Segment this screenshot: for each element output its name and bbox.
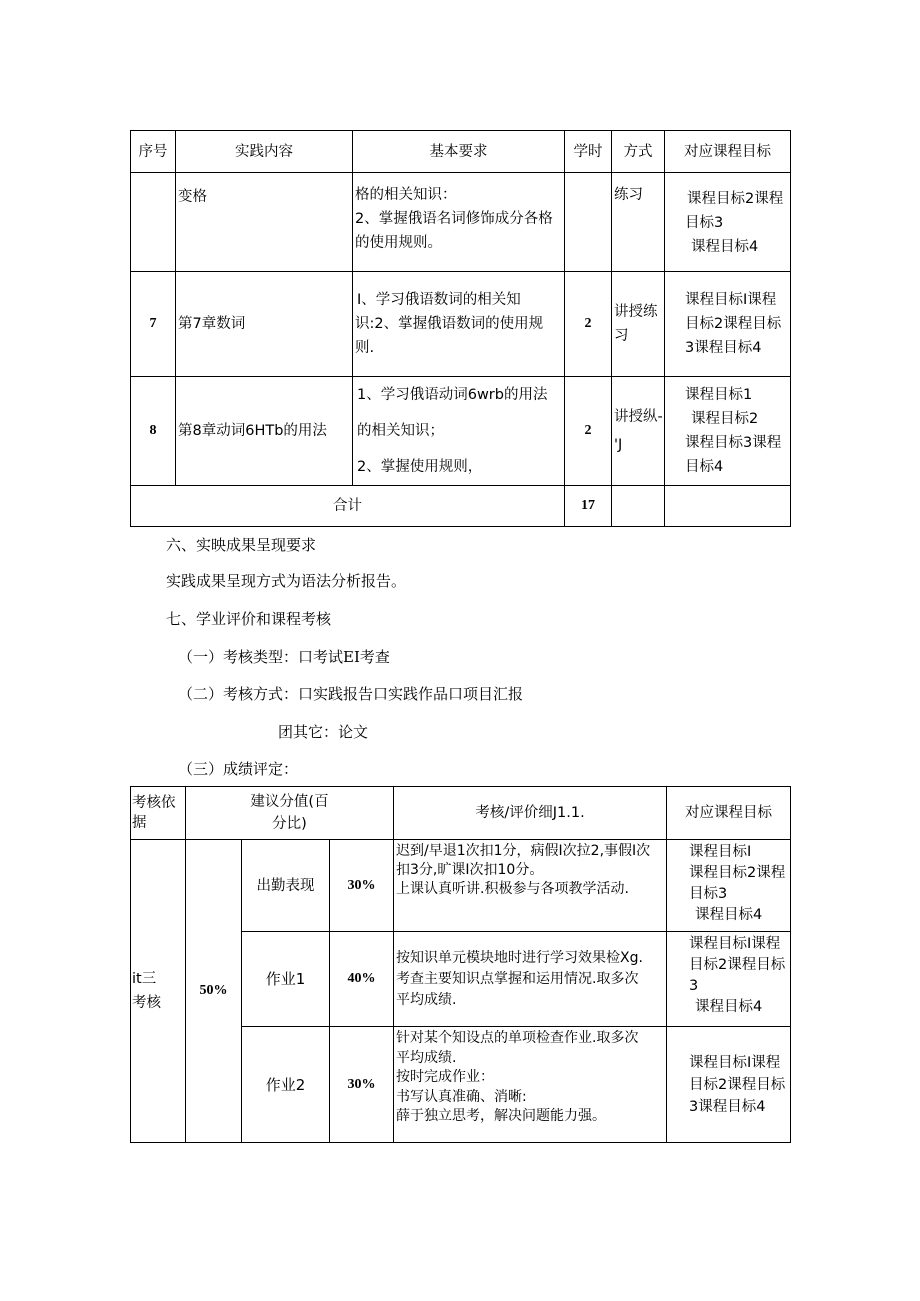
practice-content-table xyxy=(130,130,791,527)
row-content: 变格 xyxy=(176,173,353,272)
row-method: 讲授练习 xyxy=(612,272,665,377)
row-goals xyxy=(665,173,791,272)
goal-line: 课程目标2课程 xyxy=(687,191,784,207)
total-label: 合计 xyxy=(131,486,565,527)
header-goals: 对应课程目标 xyxy=(667,787,791,840)
total-hours: 17 xyxy=(565,486,612,527)
detail-line: 书写认真准确、消晰: xyxy=(396,1088,527,1105)
goal-line: 课程目标4 xyxy=(695,999,763,1015)
goal-line: 3 xyxy=(689,978,699,994)
goal-line: 课程目标4 xyxy=(695,907,763,923)
row-no: 7 xyxy=(131,272,176,377)
goal-line: 目标2课程目标 xyxy=(685,316,782,332)
row-goals xyxy=(665,377,791,486)
goal-line: 课程目标I课程 xyxy=(685,292,777,308)
goal-line: 目标4 xyxy=(685,459,724,475)
goal-line: 课程目标I xyxy=(689,844,752,860)
table-row xyxy=(131,272,791,377)
goal-line: 目标2课程目标 xyxy=(689,957,786,973)
item-percentage: 40% xyxy=(330,932,394,1027)
category-label: it三考核 xyxy=(131,840,186,1143)
category-percentage: 50% xyxy=(186,840,242,1143)
goal-line: 3课程目标4 xyxy=(685,340,762,356)
goal-line: 目标2课程目标 xyxy=(689,1076,786,1093)
assessment-type: （一）考核类型：口考试EI考查 xyxy=(178,648,390,666)
grading-heading: （三）成绩评定： xyxy=(178,760,299,778)
header-score: 建议分值(百分比) xyxy=(186,787,394,840)
req-line: 2、掌握使用规则， xyxy=(357,459,483,475)
item-percentage: 30% xyxy=(330,1027,394,1143)
assessment-method: （二）考核方式：口实践报告口实践作品口项目汇报 xyxy=(178,685,524,703)
goal-line: 课程目标I课程 xyxy=(689,1054,781,1071)
goal-line: 课程目标2课程 xyxy=(689,865,786,881)
row-goals xyxy=(665,272,791,377)
total-row xyxy=(131,486,791,527)
grading-table xyxy=(130,786,791,1143)
goal-line: 目标3 xyxy=(685,215,724,231)
row-no: 8 xyxy=(131,377,176,486)
row-no xyxy=(131,173,176,272)
goal-line: 课程目标I课程 xyxy=(689,936,781,952)
row-method: 练习 xyxy=(612,173,665,272)
req-line: I、学习俄语数词的相关知 xyxy=(357,292,521,308)
detail-line: 按时完成作业： xyxy=(396,1069,495,1085)
goal-line: 课程目标4 xyxy=(691,239,759,255)
table-row xyxy=(131,377,791,486)
total-goals xyxy=(665,486,791,527)
detail-line: 平均成绩. xyxy=(396,1049,457,1066)
item-name: 作业2 xyxy=(242,1027,330,1143)
req-line: 的相关知识； xyxy=(357,423,444,439)
header-no: 序号 xyxy=(131,131,176,173)
table-header-row xyxy=(131,787,791,840)
body-text: 实践成果呈现方式为语法分析报告。 xyxy=(166,572,407,590)
item-percentage: 30% xyxy=(330,840,394,932)
row-content: 第7章数词 xyxy=(176,272,353,377)
section-heading-6: 六、实映成果呈现要求 xyxy=(166,536,317,554)
row-requirements xyxy=(353,272,565,377)
detail-line: 迟到/早退1次扣1分，病假I次拉2,事假I次 xyxy=(396,843,651,859)
table-row xyxy=(131,840,791,932)
row-content: 第8章动词6HTb的用法 xyxy=(176,377,353,486)
item-goals xyxy=(667,840,791,932)
req-line: 1、学习俄语动词6wrb的用法 xyxy=(357,387,548,403)
header-detail: 考核/评价细J1.1. xyxy=(394,787,667,840)
req-line: 识:2、掌握俄语数词的使用规 xyxy=(355,316,544,332)
header-content: 实践内容 xyxy=(176,131,353,173)
req-line: 的使用规则。 xyxy=(355,235,442,251)
header-basis: 考核依据 xyxy=(131,787,186,840)
row-hours xyxy=(565,173,612,272)
table-row xyxy=(131,173,791,272)
item-details xyxy=(394,1027,667,1143)
section-heading-7: 七、学业评价和课程考核 xyxy=(166,610,332,628)
row-hours: 2 xyxy=(565,377,612,486)
req-line: 格的相关知识： xyxy=(355,187,457,203)
row-hours: 2 xyxy=(565,272,612,377)
item-details xyxy=(394,932,667,1027)
detail-line: 考查主要知识点掌握和运用情况.取多次 xyxy=(396,970,639,987)
item-details xyxy=(394,840,667,932)
req-line: 则. xyxy=(355,340,375,356)
table-header-row xyxy=(131,131,791,173)
header-hours: 学时 xyxy=(565,131,612,173)
row-requirements xyxy=(353,173,565,272)
header-goals: 对应课程目标 xyxy=(665,131,791,173)
item-goals xyxy=(667,1027,791,1143)
detail-line: 上课认真听讲.积极参与各项教学活动. xyxy=(396,881,629,897)
goal-line: 目标3 xyxy=(689,886,728,902)
item-name: 作业1 xyxy=(242,932,330,1027)
detail-line: 针对某个知设点的单项检查作业.取多次 xyxy=(396,1030,639,1046)
goal-line: 课程目标3课程 xyxy=(685,435,782,451)
detail-line: 扣3分,旷课I次扣10分。 xyxy=(396,862,544,878)
header-method: 方式 xyxy=(612,131,665,173)
goal-line: 课程目标2 xyxy=(691,411,759,427)
detail-line: 薛于独立思考，解决问题能力强。 xyxy=(396,1108,607,1124)
header-requirements: 基本要求 xyxy=(353,131,565,173)
total-method xyxy=(612,486,665,527)
goal-line: 课程目标1 xyxy=(685,387,753,403)
goal-line: 3课程目标4 xyxy=(689,1098,766,1115)
assessment-other: 团其它：论文 xyxy=(278,723,369,741)
row-method: 讲授纵-'J xyxy=(612,377,665,486)
row-requirements xyxy=(353,377,565,486)
item-goals xyxy=(667,932,791,1027)
item-name: 出勤表现 xyxy=(242,840,330,932)
detail-line: 平均成绩. xyxy=(396,991,457,1008)
detail-line: 按知识单元模块地时进行学习效果检Xg. xyxy=(396,949,643,966)
req-line: 2、掌握俄语名词修饰成分各格 xyxy=(355,211,553,227)
